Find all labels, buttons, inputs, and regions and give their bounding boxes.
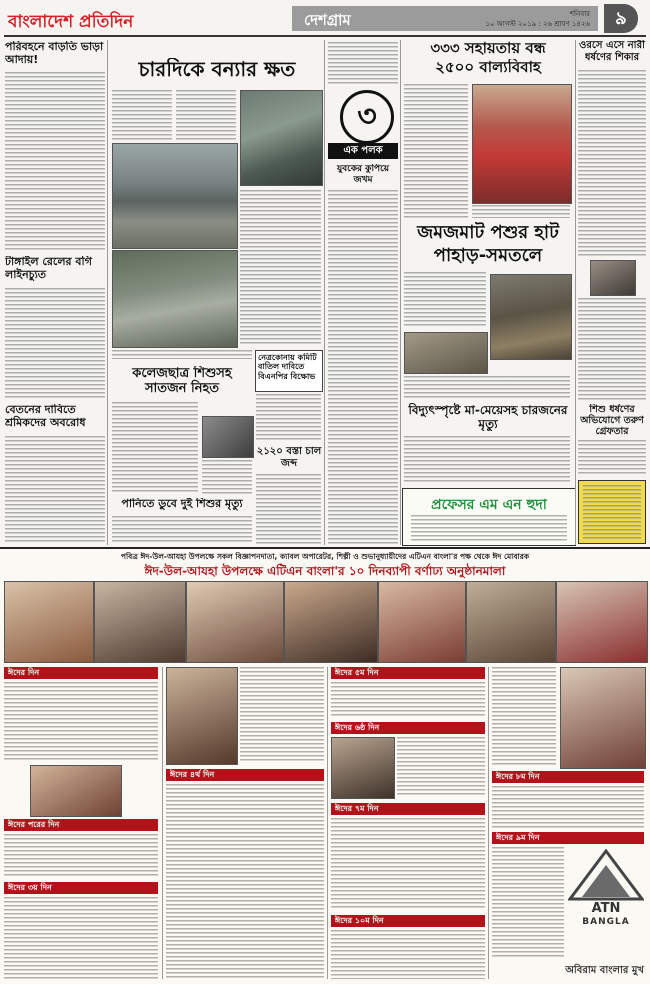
lead-headline: চারদিকে বন্যার ক্ষত bbox=[138, 58, 296, 81]
netrokona-story-box bbox=[255, 350, 323, 392]
ek-polok-banner: এক পলক bbox=[328, 143, 398, 159]
headline-electrocution: বিদ্যুৎস্পৃষ্টে মা-মেয়েসহ চারজনের মৃত্যু bbox=[408, 403, 568, 432]
atn-logo-mark-icon bbox=[568, 849, 644, 901]
page-number: ৯ bbox=[604, 4, 638, 33]
headline-cattle-market-1: জমজমাট পশুর হাট bbox=[417, 222, 559, 243]
body-text bbox=[240, 190, 321, 346]
section-banner bbox=[292, 6, 598, 31]
schedule-day-heading: ঈদের দিন bbox=[4, 667, 158, 679]
body-text bbox=[202, 460, 252, 494]
brief-headline: যুবকের কুপিয়ে জখম bbox=[336, 164, 390, 185]
body-text bbox=[256, 474, 321, 544]
schedule-day-heading: ঈদের ৬ষ্ঠ দিন bbox=[331, 722, 485, 734]
schedule-text bbox=[4, 834, 158, 878]
body-text bbox=[404, 376, 570, 400]
body-text bbox=[5, 288, 105, 400]
artist-photo bbox=[378, 581, 466, 663]
body-text bbox=[256, 394, 321, 442]
doctor-ad-name: প্রফেসর এম এন হুদা bbox=[431, 497, 547, 513]
column-rule bbox=[488, 667, 489, 979]
body-text bbox=[578, 440, 646, 476]
headline-netrokona-bnp: নেত্রকোনায় কমিটি বাতিল দাবিতে বিএনপির বিক্ষোভ bbox=[258, 353, 317, 381]
ad-text bbox=[583, 485, 641, 539]
schedule-text bbox=[331, 818, 485, 910]
schedule-day-heading: ঈদের পরের দিন bbox=[4, 819, 158, 831]
column-rule bbox=[400, 40, 401, 545]
schedule-day-heading: ঈদের ৭ম দিন bbox=[331, 803, 485, 815]
body-text bbox=[578, 298, 646, 400]
atn-logo-subtext: BANGLA bbox=[582, 917, 630, 927]
photo-bride bbox=[472, 84, 572, 204]
schedule-text bbox=[492, 847, 564, 957]
body-text bbox=[5, 72, 105, 252]
schedule-day-heading: ঈদের ৩য় দিন bbox=[4, 882, 158, 894]
artist-photo bbox=[556, 581, 648, 663]
ek-polok-badge: ৩ bbox=[340, 90, 394, 144]
body-text bbox=[404, 84, 468, 218]
headline-child-marriage-2: ২৫০০ বাল্যবিবাহ bbox=[435, 59, 541, 76]
issue-day: শনিবার bbox=[569, 10, 590, 18]
program-photo bbox=[166, 667, 238, 765]
schedule-text bbox=[397, 737, 485, 797]
masthead-logo: বাংলাদেশ প্রতিদিন bbox=[8, 12, 134, 32]
body-text bbox=[112, 90, 172, 140]
issue-date: ১০ আগস্ট ২০১৯ : ২৬ শ্রাবণ ১৪২৬ bbox=[485, 20, 590, 28]
atn-advertisement bbox=[0, 549, 650, 984]
atn-bangla-logo bbox=[568, 849, 644, 931]
photo-flooded-village bbox=[112, 250, 238, 348]
headline-urs-assault: ওরসে এসে নারী ধর্ষণের শিকার bbox=[579, 40, 645, 63]
body-text bbox=[328, 42, 398, 86]
schedule-text bbox=[331, 682, 485, 718]
headline-child-marriage-1: ৩৩৩ সহায়তায় বন্ধ bbox=[430, 40, 546, 57]
column-rule bbox=[162, 667, 163, 979]
body-text bbox=[328, 190, 398, 544]
artist-photo bbox=[284, 581, 378, 663]
photo-caption bbox=[112, 350, 252, 359]
schedule-day-heading: ঈদের ৮ম দিন bbox=[492, 771, 644, 783]
photo-cattle-market bbox=[490, 274, 572, 360]
atn-tagline: অবিরাম বাংলার মুখ bbox=[565, 965, 644, 976]
schedule-day-heading: ঈদের ৪র্থ দিন bbox=[166, 769, 324, 781]
schedule-text bbox=[492, 786, 644, 828]
headline-college-student: কলেজছাত্র শিশুসহ সাতজন নিহত bbox=[132, 366, 232, 397]
atn-greeting: পবিত্র ঈদ-উল-আযহা উপলক্ষে সকল বিজ্ঞাপনদাতা, ক্যাবল অপারেটর, শিল্পী ও শুভানুধ্যায়ীদের এটিএন বাংলা'র পক্ষ থেকে ঈদ মোবারক bbox=[120, 552, 530, 561]
atn-headline: ঈদ-উল-আযহা উপলক্ষে এটিএন বাংলা'র ১০ দিনব্যাপী বর্ণাঢ্য অনুষ্ঠানমালা bbox=[144, 564, 506, 578]
headline-train-derail: টাঙ্গাইল রেলের বগি লাইনচ্যুত bbox=[5, 256, 92, 281]
artist-photo bbox=[186, 581, 284, 663]
schedule-text bbox=[240, 667, 324, 763]
ad-text bbox=[411, 515, 567, 541]
schedule-text bbox=[166, 784, 324, 979]
schedule-day-heading: ঈদের ৫ম দিন bbox=[331, 667, 485, 679]
photo-flood-people bbox=[240, 90, 323, 186]
artist-photo bbox=[94, 581, 186, 663]
artist-photo bbox=[466, 581, 556, 663]
schedule-day-heading: ঈদের ১০ম দিন bbox=[331, 915, 485, 927]
section-title: দেশগ্রাম bbox=[304, 11, 351, 29]
atn-logo-text: ATN bbox=[591, 901, 621, 916]
body-text bbox=[112, 402, 198, 494]
photo-accused bbox=[590, 260, 636, 296]
headline-transport-fare: পরিবহনে বাড়তি ভাড়া আদায়! bbox=[5, 41, 104, 66]
body-text bbox=[578, 70, 646, 256]
column-rule bbox=[575, 40, 576, 545]
schedule-text bbox=[4, 682, 158, 762]
program-photo bbox=[331, 737, 395, 799]
schedule-text bbox=[4, 897, 158, 979]
schedule-day-heading: ঈদের ৯ম দিন bbox=[492, 832, 644, 844]
headline-workers-blockade: বেতনের দাবিতে শ্রমিকদের অবরোধ bbox=[5, 404, 86, 429]
headline-rice-seized: ২১২০ বস্তা চাল জব্দ bbox=[256, 446, 322, 469]
photo-flooded-road bbox=[112, 143, 238, 249]
column-rule bbox=[324, 40, 325, 545]
program-photo bbox=[560, 667, 646, 769]
classified-advertisement bbox=[578, 480, 646, 544]
column-rule bbox=[327, 667, 328, 979]
schedule-text bbox=[331, 930, 485, 979]
headline-child-abuse-arrest: শিশু ধর্ষণের অভিযোগে তরুণ গ্রেফতার bbox=[580, 404, 644, 438]
body-text bbox=[404, 436, 570, 484]
artist-photo bbox=[4, 581, 94, 663]
header-rule bbox=[4, 35, 646, 37]
column-rule bbox=[107, 40, 108, 545]
schedule-text bbox=[492, 667, 556, 767]
body-text bbox=[112, 516, 252, 544]
photo-cattle bbox=[404, 332, 488, 374]
body-text bbox=[5, 436, 105, 544]
body-text bbox=[472, 205, 570, 218]
program-photo bbox=[30, 765, 122, 817]
doctor-advertisement bbox=[402, 488, 576, 546]
headline-drowning: পানিতে ডুবে দুই শিশুর মৃত্যু bbox=[121, 498, 243, 510]
photo-accident bbox=[202, 416, 254, 458]
body-text bbox=[176, 90, 236, 140]
headline-cattle-market-2: পাহাড়-সমতলে bbox=[433, 245, 543, 266]
body-text bbox=[404, 272, 486, 328]
